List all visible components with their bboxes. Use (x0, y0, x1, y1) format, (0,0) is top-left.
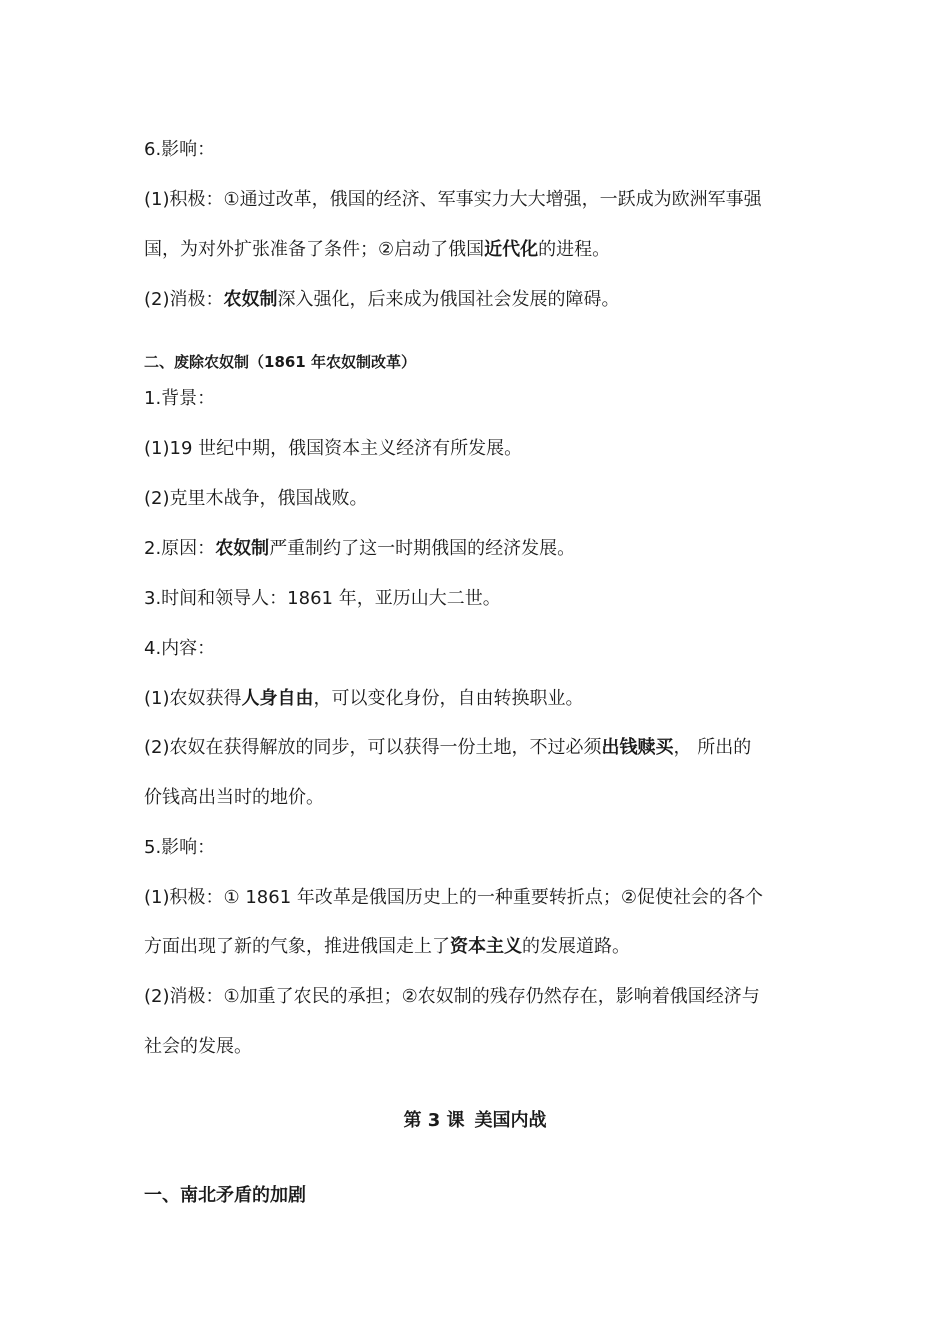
bold-term: 人身自由 (241, 688, 314, 709)
paragraph-line: 社会的发展。 (144, 1036, 252, 1057)
lesson-title (0, 1108, 950, 1134)
paragraph-line: 5.影响： (144, 837, 216, 858)
paragraph-line: 价钱高出当时的地价。 (144, 787, 324, 808)
paragraph-line: (1)19 世纪中期，俄国资本主义经济有所发展。 (144, 438, 523, 459)
section-heading: 一、南北矛盾的加剧 (144, 1185, 306, 1206)
paragraph-line: 国，为对外扩张准备了条件；②启动了俄国近代化的进程。 (144, 239, 611, 260)
lesson-name: 美国内战 (474, 1110, 547, 1131)
bold-term: 农奴制 (223, 289, 278, 310)
paragraph-line: (2)消极：①加重了农民的承担；②农奴制的残存仍然存在，影响着俄国经济与 (144, 986, 760, 1007)
paragraph-line: 6.影响： (144, 139, 216, 160)
bold-term: 农奴制 (215, 538, 270, 559)
lesson-number: 第 3 课 (403, 1110, 465, 1131)
paragraph-line: (1)积极：① 1861 年改革是俄国历史上的一种重要转折点；②促使社会的各个 (144, 887, 764, 908)
bold-term: 近代化 (484, 239, 539, 260)
paragraph-line: 方面出现了新的气象，推进俄国走上了资本主义的发展道路。 (144, 936, 630, 957)
paragraph-line: 3.时间和领导人：1861 年，亚历山大二世。 (144, 588, 501, 609)
subsection-heading: 二、废除农奴制（1861 年农奴制改革） (144, 353, 416, 371)
paragraph-line: (2)克里木战争，俄国战败。 (144, 488, 368, 509)
paragraph-line: 1.背景： (144, 388, 216, 409)
bold-term: 出钱赎买 (601, 737, 674, 758)
paragraph-line: 4.内容： (144, 638, 216, 659)
paragraph-line: 2.原因：农奴制严重制约了这一时期俄国的经济发展。 (144, 538, 576, 559)
bold-term: 资本主义 (450, 936, 522, 957)
paragraph-line: (1)积极：①通过改革，俄国的经济、军事实力大大增强，一跃成为欧洲军事强 (144, 189, 762, 210)
paragraph-line: (1)农奴获得人身自由，可以变化身份，自由转换职业。 (144, 688, 584, 709)
paragraph-line: (2)农奴在获得解放的同步，可以获得一份土地，不过必须出钱赎买， 所出的 (144, 737, 752, 758)
paragraph-line: (2)消极：农奴制深入强化，后来成为俄国社会发展的障碍。 (144, 289, 620, 310)
